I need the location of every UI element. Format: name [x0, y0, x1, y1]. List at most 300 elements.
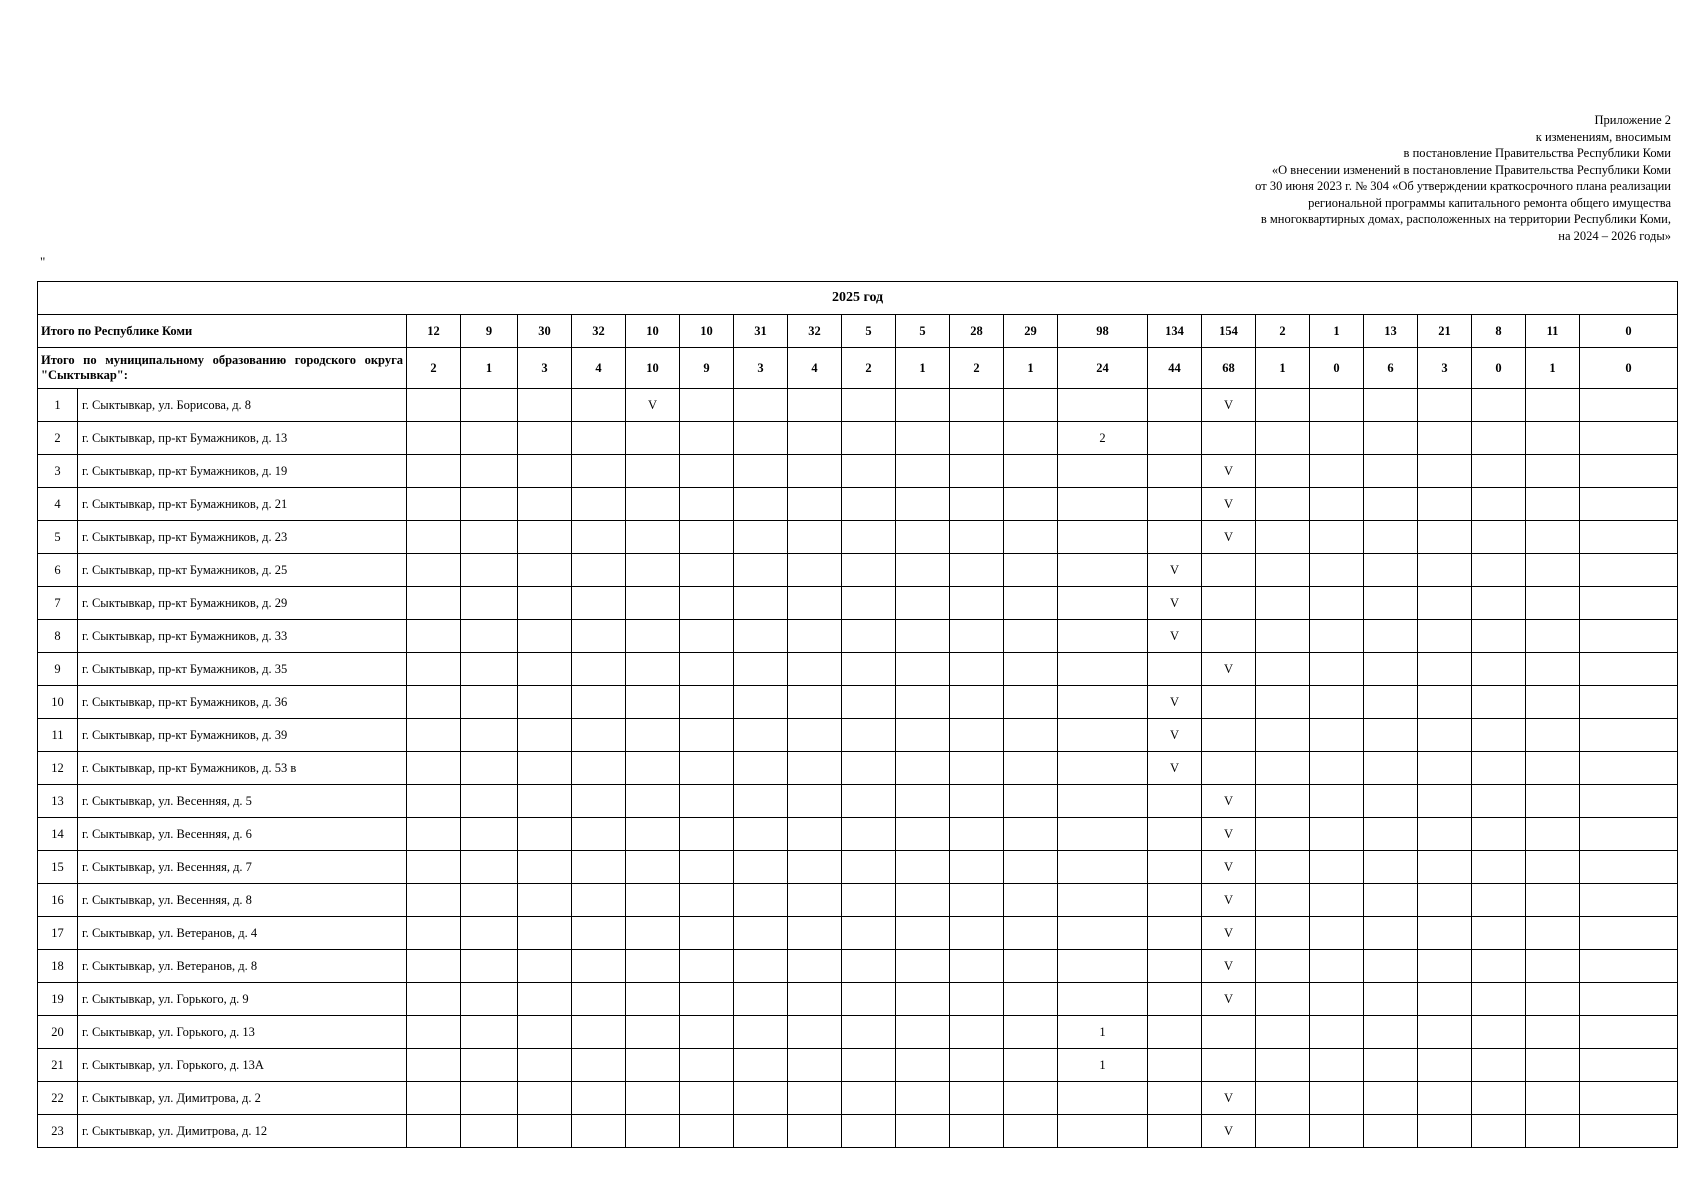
table-cell [626, 587, 680, 620]
table-cell [1472, 1082, 1526, 1115]
republic-total-value: 5 [842, 315, 896, 348]
table-cell [1004, 1082, 1058, 1115]
table-cell [1364, 1016, 1418, 1049]
table-cell [1310, 554, 1364, 587]
table-cell: V [1202, 653, 1256, 686]
table-cell [407, 785, 461, 818]
table-cell [1058, 719, 1148, 752]
row-number: 18 [38, 950, 78, 983]
municipality-total-value: 44 [1148, 348, 1202, 389]
table-cell [1058, 983, 1148, 1016]
table-cell [842, 653, 896, 686]
table-cell [842, 1082, 896, 1115]
table-cell [788, 884, 842, 917]
table-cell [572, 752, 626, 785]
table-cell [734, 1082, 788, 1115]
table-cell [461, 455, 518, 488]
table-cell [1004, 1049, 1058, 1082]
table-cell [788, 653, 842, 686]
table-cell [1148, 785, 1202, 818]
table-cell [734, 521, 788, 554]
table-cell [572, 851, 626, 884]
table-cell [1058, 554, 1148, 587]
table-cell [1202, 620, 1256, 653]
table-row [38, 884, 1678, 917]
table-cell [1580, 785, 1678, 818]
table-cell [572, 554, 626, 587]
table-cell [1472, 851, 1526, 884]
row-number: 14 [38, 818, 78, 851]
table-cell [950, 488, 1004, 521]
republic-total-label: Итого по Республике Коми [38, 315, 407, 348]
table-cell [1580, 455, 1678, 488]
table-cell [407, 686, 461, 719]
table-cell [1580, 1082, 1678, 1115]
table-cell [734, 455, 788, 488]
table-row [38, 686, 1678, 719]
table-row [38, 521, 1678, 554]
table-cell [1148, 653, 1202, 686]
table-cell [518, 1082, 572, 1115]
table-cell [1148, 422, 1202, 455]
table-cell [734, 620, 788, 653]
table-cell [680, 917, 734, 950]
municipality-total-value: 1 [461, 348, 518, 389]
table-cell [1364, 554, 1418, 587]
table-cell [1526, 917, 1580, 950]
row-address: г. Сыктывкар, ул. Борисова, д. 8 [78, 389, 407, 422]
table-cell [896, 983, 950, 1016]
row-number: 20 [38, 1016, 78, 1049]
table-cell [1418, 587, 1472, 620]
table-cell [461, 1049, 518, 1082]
table-cell [461, 1082, 518, 1115]
table-cell [1256, 488, 1310, 521]
row-address: г. Сыктывкар, ул. Горького, д. 13 [78, 1016, 407, 1049]
row-number: 9 [38, 653, 78, 686]
republic-total-value: 30 [518, 315, 572, 348]
table-cell [1526, 455, 1580, 488]
table-cell [680, 422, 734, 455]
table-cell [1418, 521, 1472, 554]
table-cell [1310, 983, 1364, 1016]
table-cell [734, 785, 788, 818]
table-cell [1364, 1082, 1418, 1115]
table-cell [842, 587, 896, 620]
table-cell [788, 422, 842, 455]
municipality-total-label: Итого по муниципальному образованию городского округа "Сыктывкар": [38, 348, 407, 389]
row-number: 5 [38, 521, 78, 554]
table-cell [1310, 851, 1364, 884]
table-cell [407, 917, 461, 950]
table-cell [1364, 818, 1418, 851]
table-cell [1256, 653, 1310, 686]
table-cell [1472, 719, 1526, 752]
table-cell: 2 [1058, 422, 1148, 455]
row-address: г. Сыктывкар, пр-кт Бумажников, д. 23 [78, 521, 407, 554]
table-cell [1058, 389, 1148, 422]
table-cell [1580, 587, 1678, 620]
row-number: 15 [38, 851, 78, 884]
table-cell [407, 884, 461, 917]
table-cell [734, 884, 788, 917]
table-cell [1310, 752, 1364, 785]
table-cell [572, 422, 626, 455]
table-cell [680, 587, 734, 620]
header-line: в многоквартирных домах, расположенных на территории Республики Коми, [1260, 212, 1671, 226]
table-cell [1472, 752, 1526, 785]
row-number: 2 [38, 422, 78, 455]
table-cell [680, 1115, 734, 1148]
table-cell [1526, 1016, 1580, 1049]
republic-total-value: 154 [1202, 315, 1256, 348]
table-cell [1526, 950, 1580, 983]
table-cell [1526, 653, 1580, 686]
table-cell [1418, 686, 1472, 719]
table-cell [1580, 983, 1678, 1016]
table-cell [1256, 686, 1310, 719]
table-cell [1148, 521, 1202, 554]
table-cell [788, 719, 842, 752]
table-cell [1202, 422, 1256, 455]
table-cell [1580, 752, 1678, 785]
table-cell [518, 1115, 572, 1148]
table-cell [1310, 1115, 1364, 1148]
municipality-total-value: 4 [572, 348, 626, 389]
table-cell [734, 917, 788, 950]
table-cell [680, 620, 734, 653]
table-cell [842, 917, 896, 950]
table-cell [842, 422, 896, 455]
repair-plan-table [37, 281, 1678, 1148]
table-cell [1526, 1115, 1580, 1148]
table-cell [1148, 389, 1202, 422]
row-address: г. Сыктывкар, ул. Димитрова, д. 2 [78, 1082, 407, 1115]
table-cell [518, 686, 572, 719]
table-cell [1058, 686, 1148, 719]
table-cell [842, 1016, 896, 1049]
table-cell [1202, 719, 1256, 752]
table-cell: V [1202, 488, 1256, 521]
table-cell: V [1202, 818, 1256, 851]
table-cell [461, 653, 518, 686]
table-cell [950, 983, 1004, 1016]
table-cell [950, 1115, 1004, 1148]
table-cell [896, 884, 950, 917]
table-cell [461, 521, 518, 554]
row-number: 17 [38, 917, 78, 950]
row-address: г. Сыктывкар, ул. Весенняя, д. 7 [78, 851, 407, 884]
table-cell [407, 587, 461, 620]
table-cell [626, 521, 680, 554]
table-cell [734, 851, 788, 884]
row-number: 13 [38, 785, 78, 818]
table-cell [1472, 884, 1526, 917]
table-cell [1004, 587, 1058, 620]
table-cell [461, 422, 518, 455]
table-cell [950, 719, 1004, 752]
table-cell: V [1148, 752, 1202, 785]
table-cell [842, 1115, 896, 1148]
municipality-total-value: 1 [1004, 348, 1058, 389]
table-cell [734, 1049, 788, 1082]
table-cell [1526, 851, 1580, 884]
table-cell [572, 1115, 626, 1148]
table-cell [1256, 719, 1310, 752]
table-cell [1148, 950, 1202, 983]
table-cell [407, 1049, 461, 1082]
table-cell [572, 587, 626, 620]
table-cell [950, 554, 1004, 587]
table-cell [461, 851, 518, 884]
table-cell [1526, 686, 1580, 719]
table-cell [1310, 1049, 1364, 1082]
table-cell: V [1202, 917, 1256, 950]
table-cell [461, 719, 518, 752]
table-cell [842, 620, 896, 653]
table-cell [1364, 1115, 1418, 1148]
table-cell [407, 521, 461, 554]
table-cell [1004, 620, 1058, 653]
table-cell [896, 620, 950, 653]
table-cell [1256, 884, 1310, 917]
table-cell [572, 818, 626, 851]
municipality-total-value: 4 [788, 348, 842, 389]
table-cell [950, 686, 1004, 719]
table-cell [1418, 554, 1472, 587]
table-cell [734, 686, 788, 719]
table-cell [626, 752, 680, 785]
table-cell [896, 488, 950, 521]
table-cell [518, 422, 572, 455]
table-cell [788, 1049, 842, 1082]
table-cell [572, 686, 626, 719]
table-cell [1310, 884, 1364, 917]
municipality-total-value: 3 [1418, 348, 1472, 389]
municipality-total-value: 10 [626, 348, 680, 389]
table-cell [626, 1016, 680, 1049]
table-cell [1004, 389, 1058, 422]
table-cell [1058, 587, 1148, 620]
row-number: 16 [38, 884, 78, 917]
table-cell [1004, 488, 1058, 521]
table-cell [1310, 488, 1364, 521]
table-cell [1364, 488, 1418, 521]
table-cell [950, 389, 1004, 422]
table-cell [842, 686, 896, 719]
table-cell [734, 1016, 788, 1049]
table-cell [1472, 686, 1526, 719]
table-cell [1580, 1115, 1678, 1148]
table-cell [842, 455, 896, 488]
table-cell [1472, 1016, 1526, 1049]
table-cell [1418, 422, 1472, 455]
table-cell [626, 785, 680, 818]
table-cell [1148, 1049, 1202, 1082]
table-cell: V [1202, 884, 1256, 917]
table-cell [1364, 686, 1418, 719]
table-cell [1256, 587, 1310, 620]
table-cell [1058, 752, 1148, 785]
table-cell [1202, 686, 1256, 719]
row-address: г. Сыктывкар, пр-кт Бумажников, д. 36 [78, 686, 407, 719]
table-cell [1580, 1016, 1678, 1049]
table-cell [407, 719, 461, 752]
table-cell [1004, 983, 1058, 1016]
table-cell [1526, 818, 1580, 851]
table-cell [1058, 1115, 1148, 1148]
header-line: в постановление Правительства Республики Коми [1403, 146, 1671, 160]
table-cell [1202, 587, 1256, 620]
table-cell [950, 950, 1004, 983]
table-cell [1310, 818, 1364, 851]
row-address: г. Сыктывкар, ул. Ветеранов, д. 8 [78, 950, 407, 983]
table-cell [1058, 884, 1148, 917]
table-cell [680, 1016, 734, 1049]
table-cell [1418, 620, 1472, 653]
table-cell [1418, 719, 1472, 752]
table-cell [1004, 719, 1058, 752]
table-cell [407, 620, 461, 653]
republic-total-value: 5 [896, 315, 950, 348]
table-cell [1472, 521, 1526, 554]
table-cell [1472, 620, 1526, 653]
table-cell [1058, 1082, 1148, 1115]
table-cell [734, 719, 788, 752]
table-cell [1256, 620, 1310, 653]
table-cell [626, 686, 680, 719]
table-cell [1526, 719, 1580, 752]
table-cell [680, 983, 734, 1016]
table-cell [1310, 1016, 1364, 1049]
table-cell [407, 752, 461, 785]
republic-total-value: 31 [734, 315, 788, 348]
table-cell [1004, 455, 1058, 488]
table-cell [518, 389, 572, 422]
republic-total-value: 0 [1580, 315, 1678, 348]
table-cell [1004, 653, 1058, 686]
table-cell [1418, 917, 1472, 950]
table-row [38, 917, 1678, 950]
table-cell [896, 785, 950, 818]
table-cell [626, 620, 680, 653]
table-cell [1364, 1049, 1418, 1082]
table-cell [680, 884, 734, 917]
table-cell [950, 422, 1004, 455]
row-number: 11 [38, 719, 78, 752]
table-cell [896, 950, 950, 983]
table-cell: V [1202, 1082, 1256, 1115]
table-cell [788, 521, 842, 554]
table-cell [461, 917, 518, 950]
table-row [38, 554, 1678, 587]
republic-total-value: 10 [626, 315, 680, 348]
table-cell [626, 884, 680, 917]
table-cell [950, 521, 1004, 554]
table-cell [1364, 653, 1418, 686]
table-cell [842, 818, 896, 851]
table-cell [842, 983, 896, 1016]
table-cell [680, 851, 734, 884]
table-cell [734, 422, 788, 455]
table-cell [896, 917, 950, 950]
table-cell [1310, 521, 1364, 554]
row-number: 1 [38, 389, 78, 422]
table-cell [1148, 455, 1202, 488]
table-cell [1526, 884, 1580, 917]
table-row [38, 620, 1678, 653]
table-cell [788, 1082, 842, 1115]
table-cell [1580, 851, 1678, 884]
table-cell [1310, 686, 1364, 719]
table-cell [734, 653, 788, 686]
table-cell [1004, 422, 1058, 455]
row-address: г. Сыктывкар, пр-кт Бумажников, д. 19 [78, 455, 407, 488]
municipality-total-value: 24 [1058, 348, 1148, 389]
table-row [38, 983, 1678, 1016]
table-cell [1472, 950, 1526, 983]
table-cell: V [1202, 521, 1256, 554]
table-cell [1004, 917, 1058, 950]
row-address: г. Сыктывкар, пр-кт Бумажников, д. 21 [78, 488, 407, 521]
table-cell: V [1148, 554, 1202, 587]
table-cell [461, 686, 518, 719]
table-cell [1004, 950, 1058, 983]
table-cell [788, 752, 842, 785]
table-cell [1256, 818, 1310, 851]
table-cell [1058, 455, 1148, 488]
municipality-total-value: 3 [518, 348, 572, 389]
table-cell [950, 851, 1004, 884]
table-cell [626, 917, 680, 950]
header-line: Приложение 2 [1594, 113, 1671, 127]
table-cell [680, 1082, 734, 1115]
table-cell [572, 719, 626, 752]
table-cell [680, 1049, 734, 1082]
table-cell [950, 884, 1004, 917]
republic-total-value: 11 [1526, 315, 1580, 348]
table-cell [626, 1115, 680, 1148]
row-address: г. Сыктывкар, ул. Димитрова, д. 12 [78, 1115, 407, 1148]
table-cell [518, 950, 572, 983]
table-cell [734, 389, 788, 422]
table-row [38, 422, 1678, 455]
table-body [38, 282, 1678, 1148]
table-cell [1004, 818, 1058, 851]
table-cell [788, 851, 842, 884]
table-cell [680, 818, 734, 851]
table-cell [1004, 884, 1058, 917]
table-cell [896, 818, 950, 851]
municipality-total-value: 6 [1364, 348, 1418, 389]
table-cell [407, 1082, 461, 1115]
republic-total-row [38, 315, 1678, 348]
table-cell [1004, 752, 1058, 785]
table-cell [1256, 455, 1310, 488]
table-cell [1418, 455, 1472, 488]
table-cell [1580, 488, 1678, 521]
table-cell [572, 521, 626, 554]
table-cell [461, 620, 518, 653]
table-cell [1004, 1115, 1058, 1148]
table-cell [788, 389, 842, 422]
table-cell [1310, 389, 1364, 422]
table-cell [1202, 554, 1256, 587]
table-cell [1364, 521, 1418, 554]
table-cell [1058, 950, 1148, 983]
row-number: 12 [38, 752, 78, 785]
republic-total-value: 32 [572, 315, 626, 348]
